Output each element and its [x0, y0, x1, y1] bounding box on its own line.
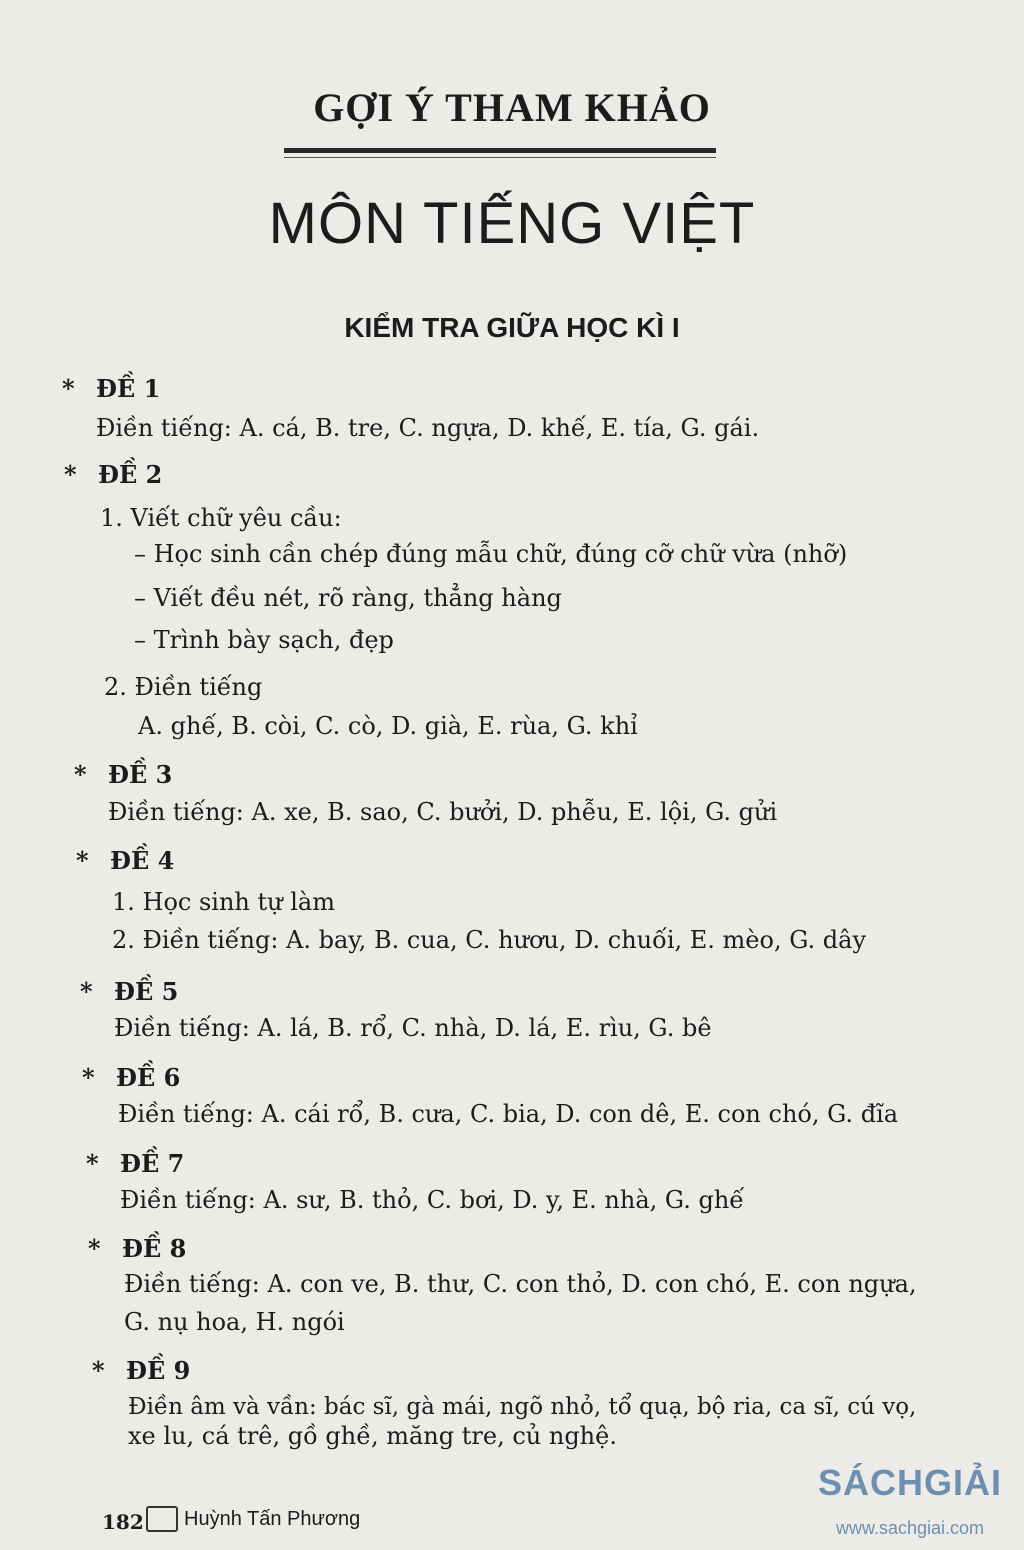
star-bullet: *: [62, 374, 75, 403]
star-bullet: *: [86, 1149, 99, 1178]
de-title: ĐỀ 2: [98, 460, 163, 489]
star-bullet: *: [88, 1234, 101, 1263]
de-title: ĐỀ 8: [122, 1234, 187, 1263]
de-2-line: – Trình bày sạch, đẹp: [134, 626, 394, 654]
de-8-line: Điền tiếng: A. con ve, B. thư, C. con thỏ, D. con chó, E. con ngựa,: [124, 1270, 917, 1298]
de-5-heading: [80, 977, 178, 1006]
author-name: Huỳnh Tấn Phương: [184, 1508, 361, 1530]
de-title: ĐỀ 6: [116, 1063, 181, 1092]
de-9-line: xe lu, cá trê, gồ ghề, măng tre, củ nghệ.: [128, 1422, 617, 1450]
de-title: ĐỀ 4: [110, 846, 175, 875]
top-title: GỢI Ý THAM KHẢO: [313, 85, 711, 130]
de-9-heading: [92, 1356, 190, 1385]
de-6-line: Điền tiếng: A. cái rổ, B. cưa, C. bia, D. con dê, E. con chó, G. đĩa: [118, 1100, 899, 1128]
de-3-heading: [74, 760, 172, 789]
de-6-heading: [82, 1063, 180, 1092]
star-bullet: *: [76, 846, 89, 875]
star-bullet: *: [64, 460, 77, 489]
de-4-heading: [76, 846, 174, 875]
de-2-line: 2. Điền tiếng: [104, 673, 263, 701]
de-7-line: Điền tiếng: A. sư, B. thỏ, C. bơi, D. y, E. nhà, G. ghế: [120, 1186, 745, 1214]
de-2-line: – Viết đều nét, rõ ràng, thẳng hàng: [134, 584, 562, 612]
star-bullet: *: [80, 977, 93, 1006]
section-title: KIỂM TRA GIỮA HỌC KÌ I: [344, 312, 680, 343]
watermark-logo: SÁCHGIẢI: [818, 1462, 1003, 1503]
de-1-heading: [62, 374, 160, 403]
title-rule: [284, 148, 716, 153]
star-bullet: *: [74, 760, 87, 789]
de-title: ĐỀ 9: [126, 1356, 191, 1385]
watermark-url: www.sachgiai.com: [836, 1518, 985, 1538]
page-number: 182: [102, 1510, 144, 1534]
de-title: ĐỀ 3: [108, 760, 173, 789]
title-rule-thin: [284, 157, 716, 158]
de-8-line: G. nụ hoa, H. ngói: [124, 1308, 345, 1336]
de-7-heading: [86, 1149, 184, 1178]
de-2-heading: [64, 460, 162, 489]
de-5-line: Điền tiếng: A. lá, B. rổ, C. nhà, D. lá, E. rìu, G. bê: [114, 1014, 712, 1042]
de-2-line: 1. Viết chữ yêu cầu:: [100, 504, 342, 532]
main-title: MÔN TIẾNG VIỆT: [268, 191, 756, 256]
star-bullet: *: [82, 1063, 95, 1092]
star-bullet: *: [92, 1356, 105, 1385]
de-title: ĐỀ 5: [114, 977, 179, 1006]
de-3-line: Điền tiếng: A. xe, B. sao, C. bưởi, D. phễu, E. lội, G. gửi: [108, 798, 778, 826]
de-title: ĐỀ 1: [96, 374, 161, 403]
de-1-line: Điền tiếng: A. cá, B. tre, C. ngựa, D. khế, E. tía, G. gái.: [96, 414, 760, 442]
de-8-heading: [88, 1234, 186, 1263]
de-title: ĐỀ 7: [120, 1149, 185, 1178]
de-4-line: 1. Học sinh tự làm: [112, 888, 335, 916]
de-9-line: Điền âm và vần: bác sĩ, gà mái, ngõ nhỏ, tổ quạ, bộ ria, ca sĩ, cú vọ,: [128, 1394, 917, 1420]
de-2-line: A. ghế, B. còi, C. cò, D. già, E. rùa, G. khỉ: [138, 712, 638, 740]
book-icon: [146, 1506, 178, 1532]
de-2-line: – Học sinh cần chép đúng mẫu chữ, đúng cỡ chữ vừa (nhỡ): [134, 540, 848, 568]
de-4-line: 2. Điền tiếng: A. bay, B. cua, C. hươu, D. chuối, E. mèo, G. dây: [112, 926, 867, 954]
